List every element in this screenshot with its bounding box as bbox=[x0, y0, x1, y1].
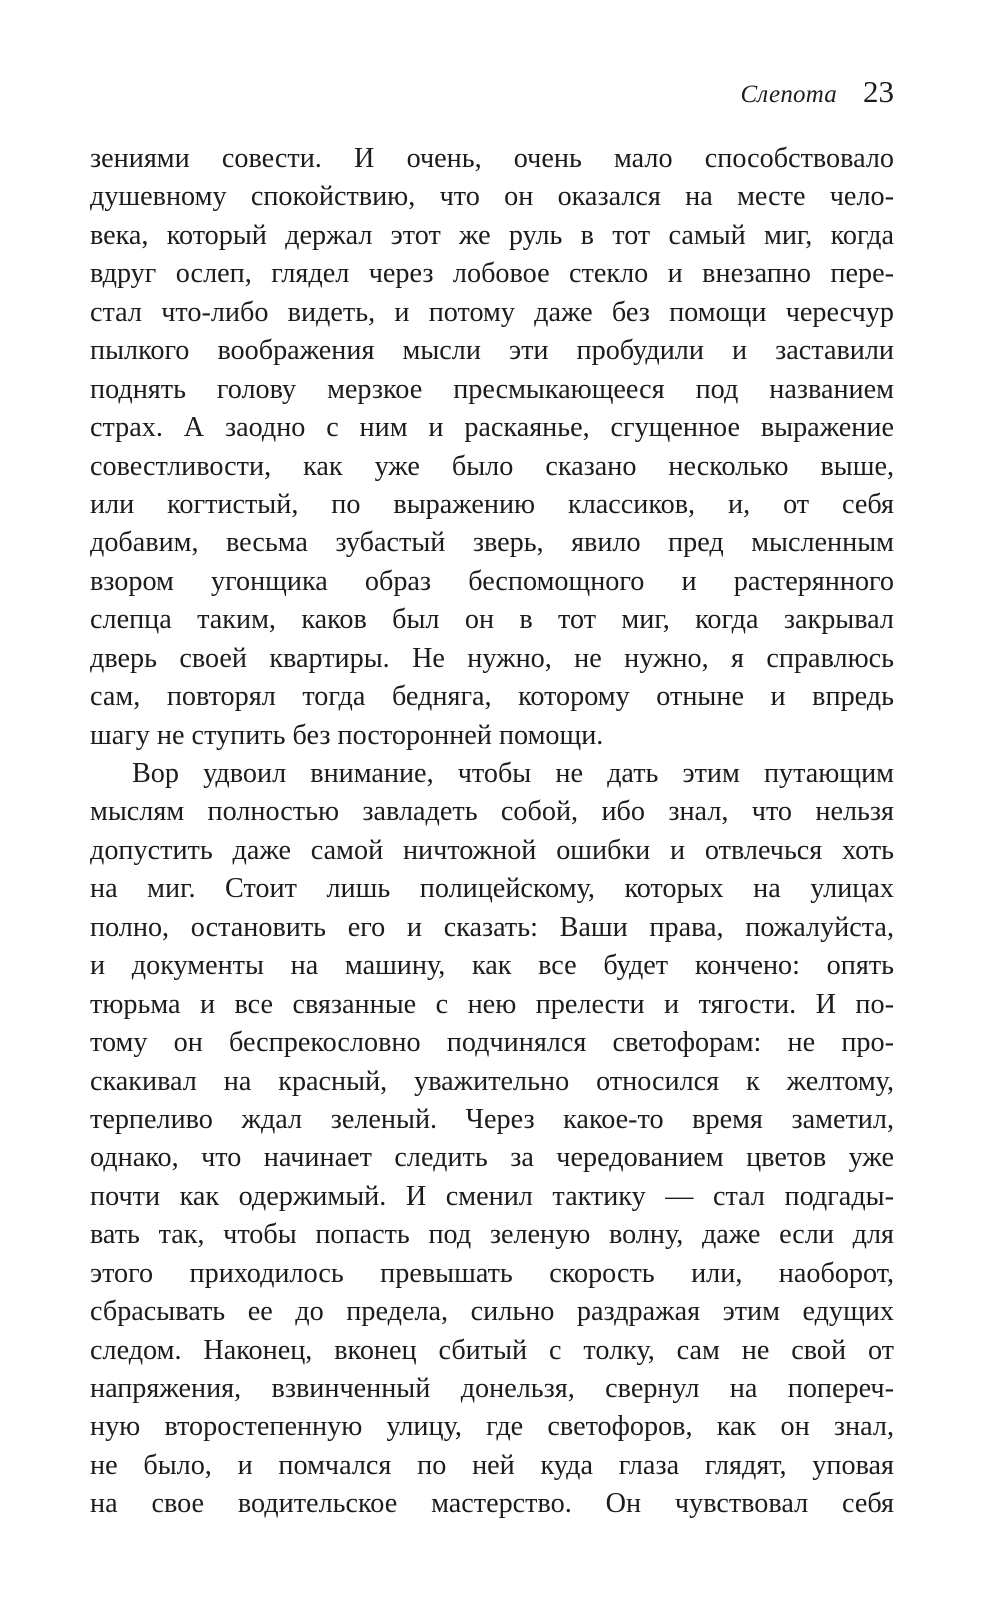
text-line: сам, повторял тогда бедняга, которому отныне и впредь bbox=[90, 681, 894, 713]
text-line: пылкого воображения мысли эти пробудили и заставили bbox=[90, 335, 894, 367]
text-line: этого приходилось превышать скорость или, наоборот, bbox=[90, 1257, 894, 1289]
text-line: зениями совести. И очень, очень мало способствовало bbox=[90, 143, 894, 174]
text-line: взором угонщика образ беспомощного и растерянного bbox=[90, 565, 894, 597]
text-line: поднять голову мерзкое пресмыкающееся под названием bbox=[90, 373, 894, 405]
text-line: страх. А заодно с ним и раскаянье, сгущенное выражение bbox=[90, 412, 894, 444]
text-line: душевному спокойствию, что он оказался на месте чело- bbox=[90, 181, 894, 213]
running-header bbox=[740, 74, 894, 110]
text-line: терпеливо ждал зеленый. Через какое-то время заметил, bbox=[90, 1103, 894, 1135]
text-line: тюрьма и все связанные с нею прелести и тягости. И по- bbox=[90, 988, 894, 1020]
text-line: напряжения, взвинченный донельзя, свернул на попереч- bbox=[90, 1373, 894, 1404]
text-line: скакивал на красный, уважительно относился к желтому, bbox=[90, 1065, 894, 1097]
text-line: слепца таким, каков был он в тот миг, когда закрывал bbox=[90, 604, 894, 636]
text-line: на свое водительское мастерство. Он чувствовал себя bbox=[90, 1488, 894, 1520]
text-line: ную второстепенную улицу, где светофоров, как он знал, bbox=[90, 1411, 894, 1443]
text-line: или когтистый, по выражению классиков, и, от себя bbox=[90, 488, 894, 520]
text-line: и документы на машину, как все будет кончено: опять bbox=[90, 950, 894, 982]
text-line: вдруг ослеп, глядел через лобовое стекло и внезапно пере- bbox=[90, 258, 894, 290]
page-number: 23 bbox=[863, 74, 894, 109]
text-line: на миг. Стоит лишь полицейскому, которых на улицах bbox=[90, 873, 894, 905]
text-line: не было, и помчался по ней куда глаза глядят, уповая bbox=[90, 1449, 894, 1481]
text-line: однако, что начинает следить за чередованием цветов уже bbox=[90, 1142, 894, 1174]
paragraph-first-line: Вор удвоил внимание, чтобы не дать этим путающим bbox=[132, 758, 894, 789]
text-line: тому он беспрекословно подчинялся светофорам: не про- bbox=[90, 1027, 894, 1059]
text-line: почти как одержимый. И сменил тактику — стал подгады- bbox=[90, 1180, 894, 1212]
text-line: добавим, весьма зубастый зверь, явило пред мысленным bbox=[90, 527, 894, 559]
text-line: вать так, чтобы попасть под зеленую волну, даже если для bbox=[90, 1219, 894, 1251]
text-line: века, который держал этот же руль в тот самый миг, когда bbox=[90, 219, 894, 251]
text-line: стал что-либо видеть, и потому даже без помощи чересчур bbox=[90, 296, 894, 328]
text-line: мыслям полностью завладеть собой, ибо знал, что нельзя bbox=[90, 796, 894, 828]
text-line: шагу не ступить без посторонней помощи. bbox=[90, 719, 604, 751]
text-line: следом. Наконец, вконец сбитый с толку, сам не свой от bbox=[90, 1334, 894, 1366]
text-line: совестливости, как уже было сказано несколько выше, bbox=[90, 450, 894, 482]
text-line: допустить даже самой ничтожной ошибки и отвлечься хоть bbox=[90, 834, 894, 866]
running-title: Слепота bbox=[740, 81, 837, 108]
text-line: полно, остановить его и сказать: Ваши права, пожалуйста, bbox=[90, 911, 894, 943]
text-line: сбрасывать ее до предела, сильно раздражая этим едущих bbox=[90, 1296, 894, 1328]
text-line: дверь своей квартиры. Не нужно, не нужно, я справлюсь bbox=[90, 642, 894, 674]
body-text bbox=[90, 140, 894, 1524]
